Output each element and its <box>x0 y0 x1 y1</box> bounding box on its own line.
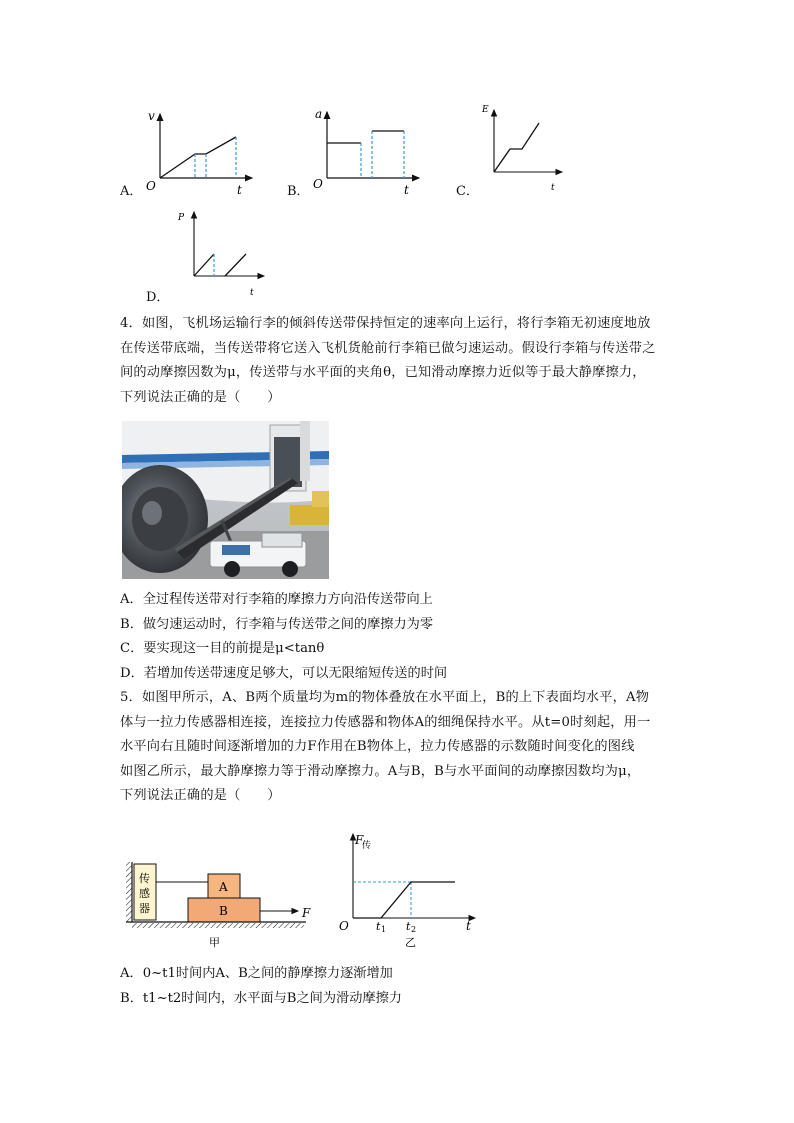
graph-b-ylabel: a <box>315 107 323 121</box>
graph-yi-xlabel: t <box>466 919 471 933</box>
q5-option-b[interactable]: B．t1~t2时间内，水平面与B之间为滑动摩擦力 <box>120 991 402 1006</box>
q4-option-d[interactable]: D．若增加传送带速度足够大，可以无限缩短传送的时间 <box>120 666 448 681</box>
graph-c-xlabel: t <box>551 183 555 193</box>
graph-a-xlabel: t <box>237 183 242 197</box>
q4-option-c[interactable]: C．要实现这一目的前提是μ<tanθ <box>120 641 325 656</box>
block-b-label: B <box>219 904 228 918</box>
graph-c-ylabel: E <box>482 105 489 115</box>
graph-yi-t2: t <box>406 920 411 933</box>
question-4-stem <box>120 312 680 410</box>
q4-option-b[interactable]: B．做匀速运动时，行李箱与传送带之间的摩擦力为零 <box>120 617 434 632</box>
graph-d-pt <box>170 206 270 298</box>
graph-yi-t2-sub: 2 <box>411 925 417 934</box>
sensor-char-2: 感 <box>139 887 150 900</box>
graph-yi-t1: t <box>376 920 381 933</box>
figure-jia-caption: 甲 <box>209 936 220 949</box>
graph-a-ylabel: v <box>148 109 155 123</box>
graph-b-xlabel: t <box>404 183 409 197</box>
airport-conveyor-photo <box>122 421 329 579</box>
sensor-char-3: 器 <box>139 902 150 915</box>
figure-yi-caption: 乙 <box>405 936 416 949</box>
graph-yi-origin: O <box>339 919 349 933</box>
q5-line-5: 下列说法正确的是（ ） <box>120 788 281 803</box>
figure-yi-graph <box>335 828 481 952</box>
option-a-letter: A． <box>120 184 143 199</box>
q4-line-1: 4．如图，飞机场运输行李的倾斜传送带保持恒定的速率向上运行，将行李箱无初速度地放 <box>120 316 651 331</box>
force-label: F <box>302 906 311 920</box>
q5-line-2: 体与一拉力传感器相连接，连接拉力传感器和物体A的细绳保持水平。从t=0时刻起，用一 <box>120 714 651 730</box>
q4-line-2: 在传送带底端，当传送带将它送入飞机货舱前行李箱已做匀速运动。假设行李箱与传送带之 <box>120 340 656 356</box>
q4-line-4: 下列说法正确的是（ ） <box>120 389 281 405</box>
graph-b-at <box>305 104 425 198</box>
block-a-label: A <box>219 880 228 894</box>
graph-d-ylabel: P <box>178 213 185 223</box>
q5-line-4: 如图乙所示，最大静摩擦力等于滑动摩擦力。A与B，B与水平面间的动摩擦因数均为μ， <box>120 763 641 779</box>
q4-option-a[interactable]: A．全过程传送带对行李箱的摩擦力方向沿传送带向上 <box>120 592 433 607</box>
graph-c-et <box>478 100 568 194</box>
graph-yi-t1-sub: 1 <box>381 925 387 934</box>
graph-d-xlabel: t <box>250 288 254 298</box>
question-5-stem <box>120 686 680 809</box>
q4-line-3: 间的动摩擦因数为μ，传送带与水平面的夹角θ，已知滑动摩擦力近似等于最大静摩擦力， <box>120 365 646 380</box>
q5-line-3: 水平向右且随时间逐渐增加的力F作用在B物体上，拉力传感器的示数随时间变化的图线 <box>120 739 635 754</box>
graph-yi-ylabel: F <box>355 833 364 847</box>
option-b-letter: B． <box>287 184 310 199</box>
sensor-char-1: 传 <box>139 872 150 885</box>
option-d-letter: D． <box>146 290 170 305</box>
graph-b-origin: O <box>313 177 323 191</box>
figure-jia-blocks <box>122 858 322 950</box>
graph-a-vt <box>140 108 260 198</box>
q5-line-1: 5．如图甲所示，A、B两个质量均为m的物体叠放在水平面上，B的上下表面均水平，A物 <box>120 690 650 705</box>
graph-a-origin: O <box>146 179 156 193</box>
graph-yi-ysub: 传 <box>362 841 372 851</box>
q5-option-a[interactable]: A．0~t1时间内A、B之间的静摩擦力逐渐增加 <box>120 966 393 981</box>
option-c-letter: C． <box>456 184 479 199</box>
